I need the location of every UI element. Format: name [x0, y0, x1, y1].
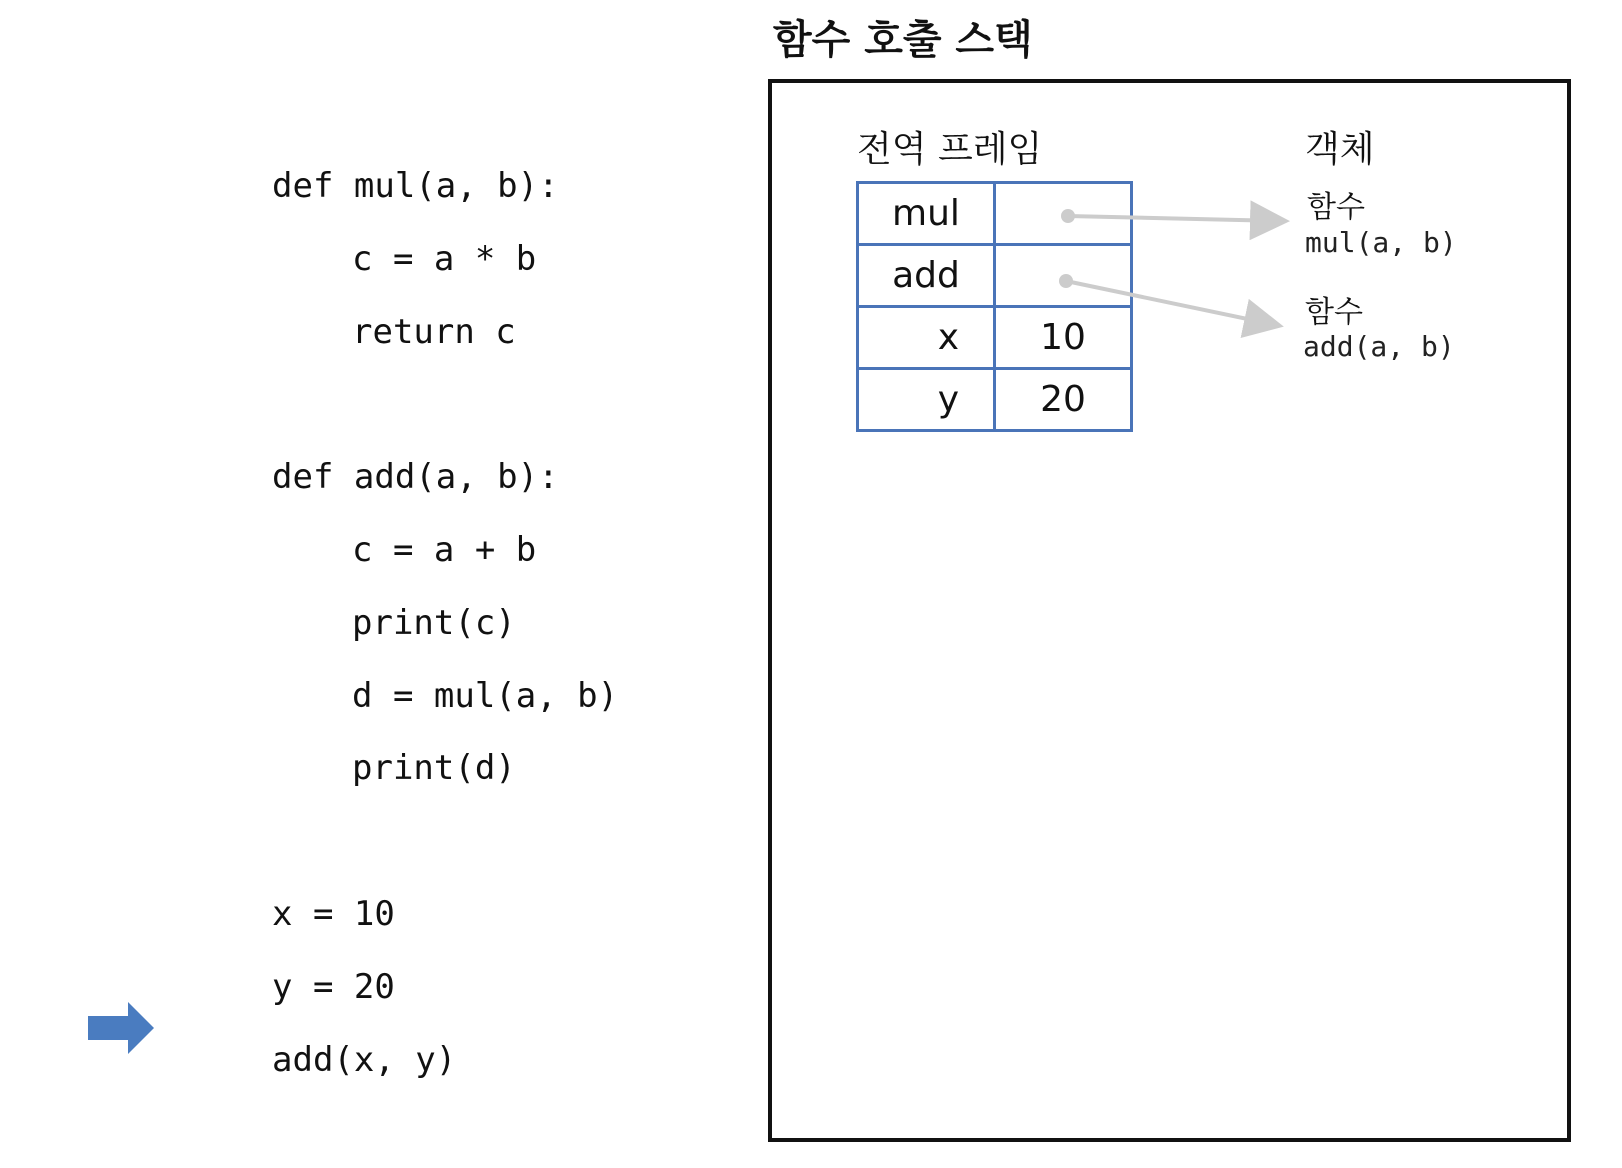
- frame-var-value: 10: [995, 307, 1132, 369]
- code-text: return c: [352, 311, 516, 352]
- mul-reference-arrow: [1061, 209, 1282, 223]
- frame-var-name: add: [858, 245, 995, 307]
- code-text: d = mul(a, b): [352, 675, 619, 716]
- global-frame-label: 전역 프레임: [857, 129, 1043, 170]
- object-mul-signature: mul(a, b): [1305, 226, 1457, 259]
- code-text: y = 20: [272, 966, 395, 1007]
- code-text: c = a * b: [352, 238, 537, 279]
- code-text: c = a + b: [352, 530, 537, 570]
- frame-var-name: y: [858, 369, 995, 431]
- add-reference-arrow: [1059, 274, 1276, 325]
- frame-var-value: 20: [995, 369, 1132, 431]
- object-add-type: 함수: [1305, 295, 1363, 330]
- object-mul-type: 함수: [1307, 190, 1365, 225]
- code-text: def mul(a, b):: [272, 166, 559, 206]
- call-stack-title: 함수 호출 스택: [773, 17, 1033, 63]
- code-text: x = 10: [272, 894, 395, 934]
- code-text: def add(a, b):: [272, 457, 559, 498]
- object-add-signature: add(a, b): [1303, 330, 1455, 363]
- code-text: print(c): [352, 602, 516, 643]
- code-text: add(x, y): [272, 1039, 457, 1080]
- frame-var-name: x: [858, 307, 995, 369]
- objects-label: 객체: [1305, 129, 1375, 170]
- frame-var-name: mul: [858, 183, 995, 245]
- code-text: print(d): [352, 748, 516, 789]
